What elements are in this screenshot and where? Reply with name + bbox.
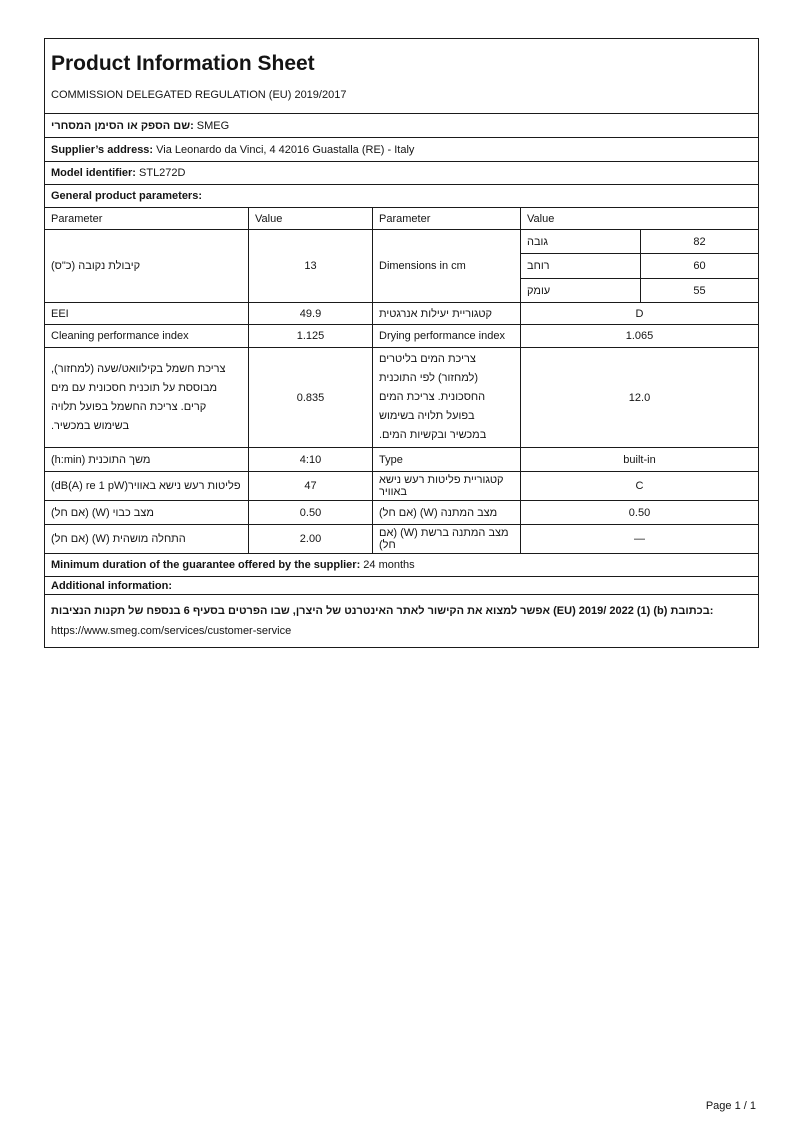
- dimension-depth-value: 55: [641, 279, 759, 303]
- supplier-address-value: Via Leonardo da Vinci, 4 42016 Guastalla (RE) - Italy: [153, 143, 415, 156]
- dimensions-label: Dimensions in cm: [373, 230, 521, 303]
- model-identifier-row: [45, 162, 759, 185]
- energy-class-label: קטגוריית יעילות אנרגטית: [373, 303, 521, 325]
- additional-information-label: Additional information:: [51, 579, 172, 592]
- page-title: Product Information Sheet: [51, 52, 315, 75]
- capacity-label: קיבולת נקובה (כ"ס): [45, 230, 249, 303]
- guarantee-label: Minimum duration of the guarantee offered by the supplier:: [51, 559, 361, 571]
- water-consumption-value: 12.0: [521, 348, 759, 448]
- energy-class-value: D: [521, 303, 759, 325]
- programme-duration-value: 4:10: [249, 448, 373, 472]
- additional-information-row: [45, 577, 759, 595]
- off-mode-value: 0.50: [249, 501, 373, 525]
- cleaning-index-value: 1.125: [249, 325, 373, 348]
- table-row: [45, 501, 759, 525]
- table-header-row: [45, 208, 759, 230]
- programme-duration-label: משך התוכנית (h:min): [45, 448, 249, 472]
- supplier-name-value: SMEG: [193, 119, 230, 132]
- page-number: Page 1 / 1: [705, 1100, 756, 1112]
- standby-mode-value: 0.50: [521, 501, 759, 525]
- header-value-2: Value: [521, 208, 759, 230]
- header-value-1: Value: [249, 208, 373, 230]
- guarantee-row: [45, 554, 759, 577]
- dimension-height-value: 82: [641, 230, 759, 254]
- energy-consumption-value: 0.835: [249, 348, 373, 448]
- drying-index-label: Drying performance index: [373, 325, 521, 348]
- dimension-width-label: רוחב: [521, 254, 641, 279]
- table-row: [45, 230, 759, 254]
- model-identifier-label: Model identifier:: [51, 167, 136, 179]
- table-row: [45, 303, 759, 325]
- type-value: built-in: [521, 448, 759, 472]
- dimension-height-label: גובה: [521, 230, 641, 254]
- model-identifier-value: STL272D: [135, 167, 186, 179]
- noise-emissions-value: 47: [249, 472, 373, 501]
- product-information-sheet: [44, 38, 759, 648]
- capacity-value: 13: [249, 230, 373, 303]
- regulation-subtitle: COMMISSION DELEGATED REGULATION (EU) 2019/2017: [51, 89, 347, 101]
- supplier-name-row: [45, 114, 759, 138]
- header-parameter-2: Parameter: [373, 208, 521, 230]
- table-row: [45, 472, 759, 501]
- dimension-width-value: 60: [641, 254, 759, 279]
- cleaning-index-label: Cleaning performance index: [45, 325, 249, 348]
- supplier-address-label: Supplier’s address:: [51, 143, 154, 156]
- title-block: [45, 39, 759, 114]
- guarantee-value: 24 months: [360, 559, 415, 571]
- dimension-depth-label: עומק: [521, 279, 641, 303]
- supplier-name-label: שם הספק או הסימן המסחרי:: [51, 119, 194, 132]
- noise-emissions-label: פליטות רעש נישא באוויר(dB(A) re 1 pW): [45, 472, 249, 501]
- off-mode-label: מצב כבוי (W) (אם חל): [45, 501, 249, 525]
- customer-service-url: https://www.smeg.com/services/customer-service: [51, 625, 292, 637]
- header-parameter-1: Parameter: [45, 208, 249, 230]
- table-row: [45, 525, 759, 554]
- general-parameters-label: General product parameters:: [51, 190, 202, 202]
- drying-index-value: 1.065: [521, 325, 759, 348]
- type-label: Type: [373, 448, 521, 472]
- table-row: [45, 348, 759, 448]
- general-parameters-row: [45, 185, 759, 208]
- supplier-address-row: [45, 138, 759, 162]
- water-consumption-label: צריכת המים בליטרים (למחזור) לפי התוכנית החסכונית. צריכת המים בפועל תלויה בשימוש במכשיר ובקשיות המים.: [373, 348, 521, 448]
- additional-text: אפשר למצוא את הקישור לאתר האינטרנט של היצרן, שבו הפרטים בסעיף 6 בנספח של תקנות הנציבות (EU) 2019/ 2022 (1) (b) בכתובת:: [51, 605, 714, 617]
- table-row: [45, 448, 759, 472]
- noise-class-value: C: [521, 472, 759, 501]
- delayed-start-label: התחלה מושהית (W) (אם חל): [45, 525, 249, 554]
- energy-consumption-label: צריכת חשמל בקילוואט/שעה (למחזור), מבוססת על תוכנית חסכונית עם מים קרים. צריכת החשמל בפועל תלויה בשימוש במכשיר.: [45, 348, 249, 448]
- table-row: [45, 325, 759, 348]
- delayed-start-value: 2.00: [249, 525, 373, 554]
- networked-standby-value: —: [521, 525, 759, 554]
- noise-class-label: קטגוריית פליטות רעש נישא באוויר: [373, 472, 521, 501]
- networked-standby-label: מצב המתנה ברשת (W) (אם חל): [373, 525, 521, 554]
- eei-label: EEI: [45, 303, 249, 325]
- standby-mode-label: מצב המתנה (W) (אם חל): [373, 501, 521, 525]
- eei-value: 49.9: [249, 303, 373, 325]
- additional-text-row: [45, 595, 759, 648]
